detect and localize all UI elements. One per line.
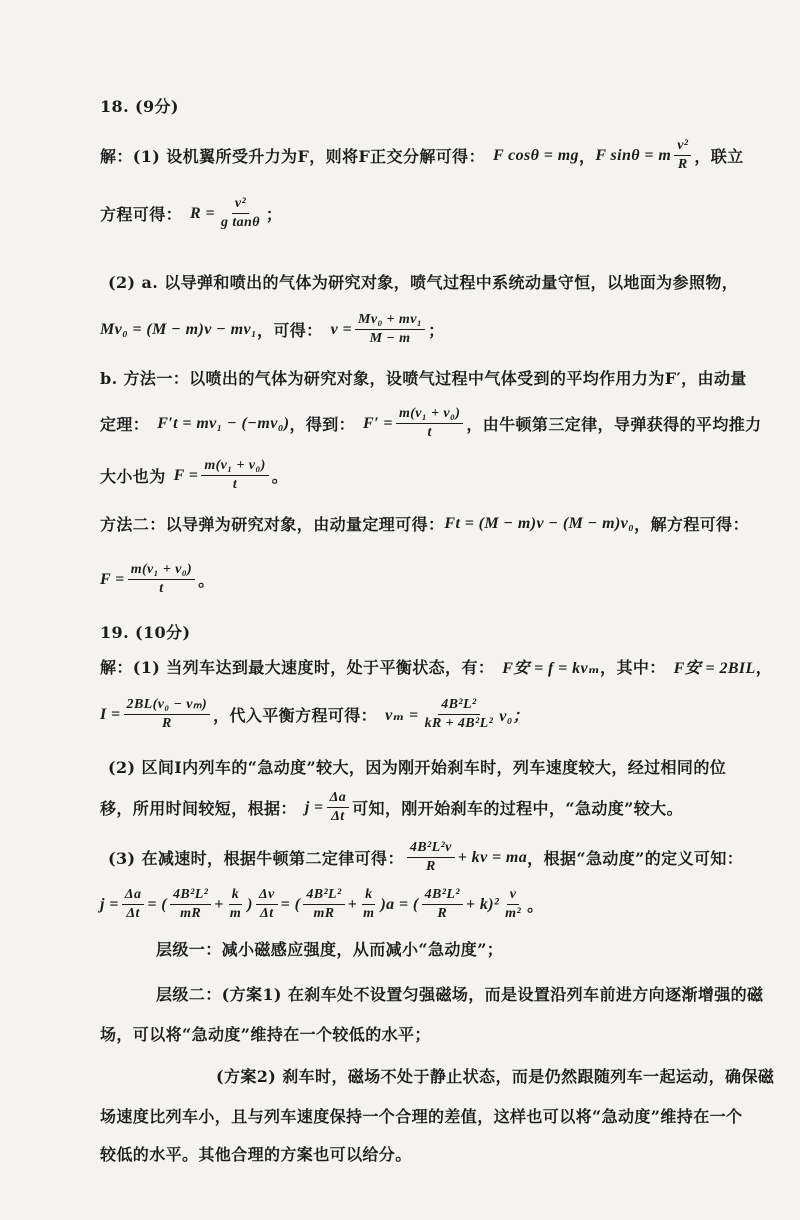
fraction: $\frac{k}{m}$ bbox=[363, 887, 375, 922]
q18-line-9: F = $\frac{\text{m(v₁ + v₀)}}{t}$ 。 bbox=[100, 562, 215, 597]
fraction: $\frac{\Delta v}{\Delta t}$ bbox=[256, 887, 278, 922]
fraction: $\frac{\text{m(v₁ + v₀)}}{t}$ bbox=[201, 458, 268, 493]
q18-line-5: b. 方法一：以喷出的气体为研究对象，设喷气过程中气体受到的平均作用力为F′，由动量 bbox=[100, 369, 747, 388]
q18-line-2: 方程可得： R = $\frac{\text{v²}}{\text{g tanθ}}$ ； bbox=[100, 196, 283, 231]
fraction: $\frac{\text{v²}}{R}$ bbox=[674, 138, 691, 173]
fraction: $\frac{\text{v²}}{\text{g tanθ}}$ bbox=[221, 196, 260, 231]
fraction: $\frac{\text{m(v₁ + v₀)}}{t}$ bbox=[128, 562, 195, 597]
q19-line-7: 层级一：减小磁感应强度，从而减小“急动度”； bbox=[156, 940, 504, 959]
fraction: $\frac{\text{m(v₁ + v₀)}}{t}$ bbox=[396, 406, 463, 441]
q18-title: 18. (9分) bbox=[100, 97, 179, 116]
q19-line-10: (方案2) 刹车时，磁场不处于静止状态，而是仍然跟随列车一起运动，确保磁 bbox=[216, 1067, 775, 1086]
q19-line-1: 解：(1) 当列车达到最大速度时，处于平衡状态，有： F安 = f = kvₘ ，其中： F安 = 2BIL ， bbox=[100, 658, 773, 677]
fraction: $\frac{\text{4B²L²}}{\text{kR + 4B²L²}}$ bbox=[424, 697, 494, 732]
q18-line-4: Mv₀ = (M − m)v − mv₁ ，可得： v = $\frac{\text{Mv₀ + mv₁}}{M - m}$ ； bbox=[100, 312, 445, 347]
q18-line-3: (2) a. 以导弹和喷出的气体为研究对象，喷气过程中系统动量守恒，以地面为参照物， bbox=[108, 273, 739, 292]
q18-line-1: 解：(1) 设机翼所受升力为F，则将F正交分解可得： F cosθ = mg ， F sinθ = m $\frac{\text{v²}}{R}$ ，联立 bbox=[100, 138, 744, 173]
fraction: $\frac{v}{\text{m²}}$ bbox=[505, 887, 522, 922]
q19-line-9: 场，可以将“急动度”维持在一个较低的水平； bbox=[100, 1025, 431, 1044]
q19-line-4: 移，所用时间较短，根据： j = $\frac{\Delta a}{\Delta t}$ 可知，刚开始刹车的过程中，“急动度”较大。 bbox=[100, 790, 683, 825]
q19-line-12: 较低的水平。其他合理的方案也可以给分。 bbox=[100, 1145, 412, 1164]
fraction: $\frac{\text{2BL(v₀ − vₘ)}}{R}$ bbox=[124, 697, 211, 732]
q18-line-8: 方法二：以导弹为研究对象，由动量定理可得： Ft = (M − m)v − (M − m)v₀ ，解方程可得： bbox=[100, 514, 749, 534]
q19-title: 19. (10分) bbox=[100, 623, 191, 642]
fraction: $\frac{\text{Mv₀ + mv₁}}{M - m}$ bbox=[355, 312, 425, 347]
q19-line-3: (2) 区间Ⅰ内列车的“急动度”较大，因为刚开始刹车时，列车速度较大，经过相同的位 bbox=[108, 758, 727, 777]
q19-line-11: 场速度比列车小，且与列车速度保持一个合理的差值，这样也可以将“急动度”维持在一个 bbox=[100, 1107, 743, 1126]
fraction: $\frac{\Delta a}{\Delta t}$ bbox=[122, 887, 145, 922]
fraction: $\frac{\Delta a}{\Delta t}$ bbox=[327, 790, 350, 825]
q19-line-8: 层级二：(方案1) 在刹车处不设置匀强磁场，而是设置沿列车前进方向逐渐增强的磁 bbox=[156, 985, 764, 1004]
q19-line-6: j = $\frac{\Delta a}{\Delta t}$ = ( $\frac{\text{4B²L²}}{mR}$ + $\frac{k}{m}$ ) $\frac{\Delta v}{\Delta t}$ = ( $\frac{\text{4B²L²}}{mR}$ + $\frac{k}{m}$ )a = ( $\frac{\text{4B²L²}}{R}$ + k)² $\frac{v}{\text{m²}}$ 。 bbox=[100, 887, 544, 922]
fraction: $\frac{k}{m}$ bbox=[229, 887, 242, 922]
fraction: $\frac{\text{4B²L²}}{R}$ bbox=[422, 887, 463, 922]
fraction: $\frac{\text{4B²L²}}{mR}$ bbox=[303, 887, 344, 922]
q18-line-7: 大小也为 F = $\frac{\text{m(v₁ + v₀)}}{t}$ 。 bbox=[100, 458, 289, 493]
q19-line-2: I = $\frac{\text{2BL(v₀ − vₘ)}}{R}$ ，代入平衡方程可得： vₘ = $\frac{\text{4B²L²}}{\text{kR + 4B²L²}}$ v₀； bbox=[100, 697, 530, 732]
q18-line-6: 定理： F′t = mv₁ − (−mv₀) ，得到： F′ = $\frac{\text{m(v₁ + v₀)}}{t}$ ，由牛顿第三定律，导弹获得的平均推力 bbox=[100, 406, 762, 441]
fraction: $\frac{\text{4B²L²}}{mR}$ bbox=[170, 887, 211, 922]
q19-line-5: (3) 在减速时，根据牛顿第二定律可得： $\frac{\text{4B²L²v}}{R}$ + kv = ma ，根据“急动度”的定义可知： bbox=[108, 840, 744, 875]
fraction: $\frac{\text{4B²L²v}}{R}$ bbox=[407, 840, 455, 875]
